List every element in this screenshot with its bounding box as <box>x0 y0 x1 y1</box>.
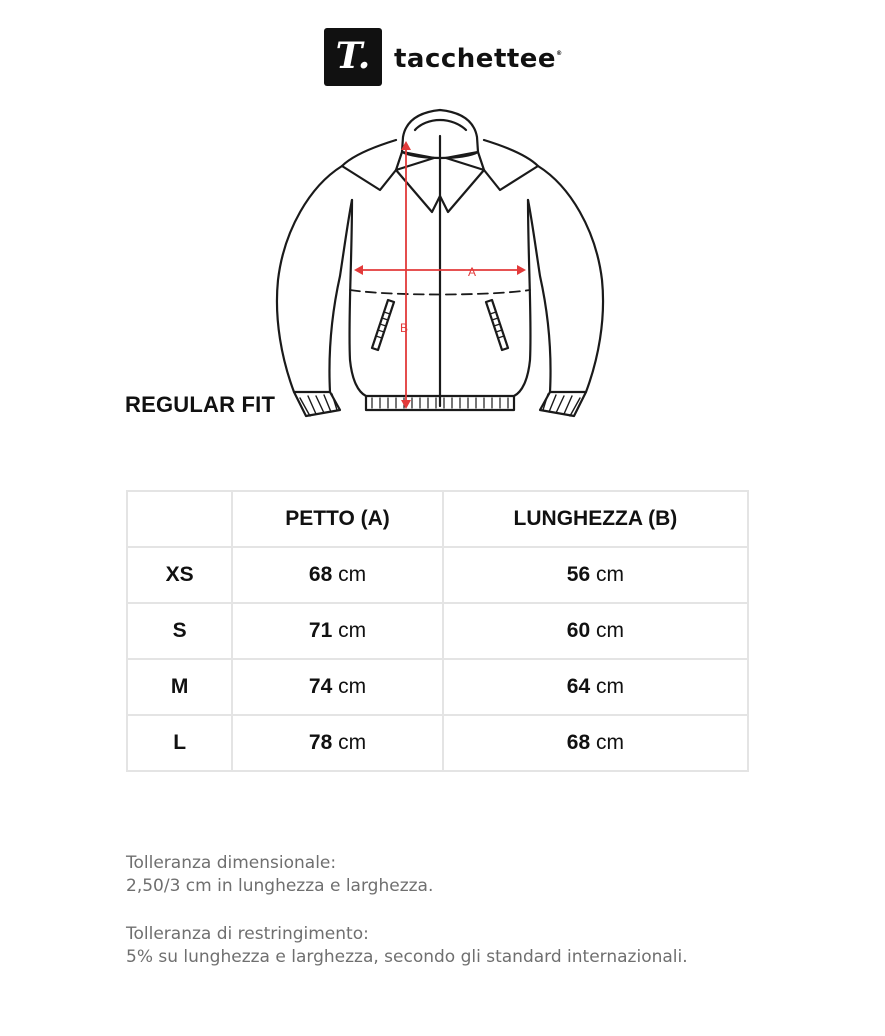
size-cell: XS <box>127 547 232 603</box>
brand-logo-mark <box>324 28 382 86</box>
brand-name <box>394 44 563 74</box>
header-lunghezza: LUNGHEZZA (B) <box>443 491 748 547</box>
tolerance-notes <box>126 852 688 994</box>
size-table <box>126 490 749 772</box>
unit-label: cm <box>338 675 367 698</box>
note-dimensional <box>126 852 688 898</box>
brand-logo-mark-text: T. <box>335 35 371 77</box>
brand-name-text: tacchettee <box>394 44 557 74</box>
petto-cell <box>232 715 443 771</box>
note-text: 2,50/3 cm in lunghezza e larghezza. <box>126 876 434 896</box>
petto-value: 78 <box>308 731 333 754</box>
lunghezza-value: 60 <box>566 619 591 642</box>
petto-cell <box>232 659 443 715</box>
note-title: Tolleranza di restringimento: <box>126 924 369 944</box>
header-size <box>127 491 232 547</box>
table-row <box>127 659 748 715</box>
lunghezza-cell <box>443 715 748 771</box>
jacket-right-sleeve <box>528 166 603 392</box>
brand-logo <box>324 28 563 86</box>
unit-label: cm <box>595 619 624 642</box>
lunghezza-value: 64 <box>566 675 591 698</box>
petto-value: 74 <box>308 675 333 698</box>
unit-label: cm <box>338 619 367 642</box>
lunghezza-cell <box>443 603 748 659</box>
jacket-diagram <box>270 100 615 425</box>
lunghezza-cell <box>443 659 748 715</box>
size-cell: M <box>127 659 232 715</box>
note-text: 5% su lunghezza e larghezza, secondo gli standard internazionali. <box>126 947 688 967</box>
lunghezza-value: 68 <box>566 731 591 754</box>
header-petto: PETTO (A) <box>232 491 443 547</box>
table-header-row <box>127 491 748 547</box>
size-cell: S <box>127 603 232 659</box>
size-cell: L <box>127 715 232 771</box>
petto-cell <box>232 603 443 659</box>
lunghezza-cell <box>443 547 748 603</box>
petto-value: 71 <box>308 619 333 642</box>
unit-label: cm <box>595 563 624 586</box>
unit-label: cm <box>595 731 624 754</box>
measurement-label-a: A <box>468 265 477 279</box>
unit-label: cm <box>595 675 624 698</box>
lunghezza-value: 56 <box>566 563 591 586</box>
measurement-length-b <box>401 141 411 409</box>
registered-mark: ® <box>556 50 563 57</box>
jacket-left-sleeve <box>277 166 352 392</box>
unit-label: cm <box>338 563 367 586</box>
fit-label: REGULAR FIT <box>125 392 276 417</box>
measurement-label-b: B <box>400 321 409 335</box>
petto-cell <box>232 547 443 603</box>
petto-value: 68 <box>308 563 333 586</box>
unit-label: cm <box>338 731 367 754</box>
table-row <box>127 715 748 771</box>
note-shrinkage <box>126 923 688 969</box>
table-row <box>127 547 748 603</box>
note-title: Tolleranza dimensionale: <box>126 853 337 873</box>
table-row <box>127 603 748 659</box>
